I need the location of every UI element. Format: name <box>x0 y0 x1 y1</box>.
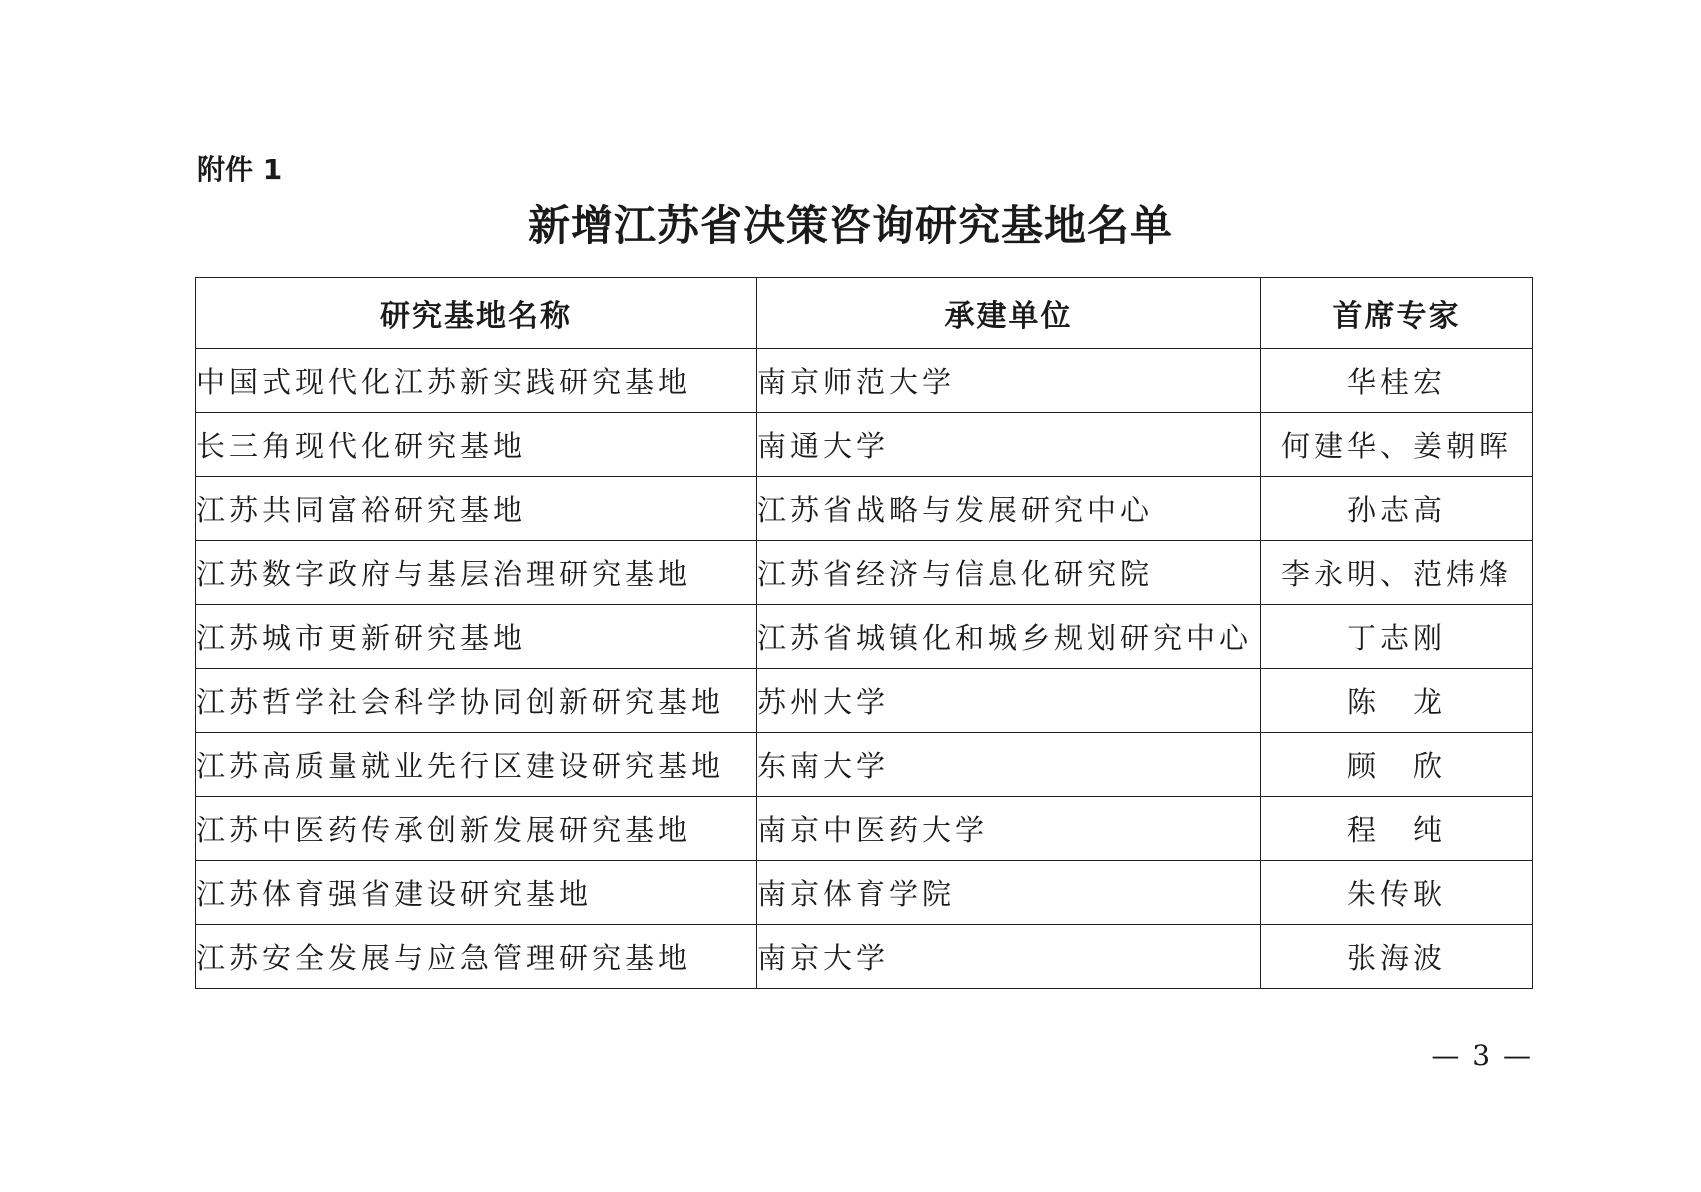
cell-base-name: 江苏体育强省建设研究基地 <box>196 861 757 925</box>
cell-base-name: 长三角现代化研究基地 <box>196 413 757 477</box>
cell-unit: 江苏省城镇化和城乡规划研究中心 <box>757 605 1261 669</box>
cell-base-name: 江苏安全发展与应急管理研究基地 <box>196 925 757 989</box>
cell-base-name: 江苏城市更新研究基地 <box>196 605 757 669</box>
table-row <box>196 349 1533 413</box>
cell-expert: 孙志高 <box>1261 477 1533 541</box>
header-chief-expert: 首席专家 <box>1261 278 1533 349</box>
table-row <box>196 861 1533 925</box>
cell-base-name: 中国式现代化江苏新实践研究基地 <box>196 349 757 413</box>
cell-expert: 华桂宏 <box>1261 349 1533 413</box>
header-base-name: 研究基地名称 <box>196 278 757 349</box>
cell-expert: 朱传耿 <box>1261 861 1533 925</box>
cell-unit: 东南大学 <box>757 733 1261 797</box>
cell-expert: 陈 龙 <box>1261 669 1533 733</box>
cell-unit: 南京体育学院 <box>757 861 1261 925</box>
table-row <box>196 541 1533 605</box>
research-base-table <box>195 277 1533 989</box>
table-header-row <box>196 278 1533 349</box>
cell-unit: 南京中医药大学 <box>757 797 1261 861</box>
cell-unit: 南京大学 <box>757 925 1261 989</box>
cell-unit: 南京师范大学 <box>757 349 1261 413</box>
cell-unit: 江苏省经济与信息化研究院 <box>757 541 1261 605</box>
cell-expert: 张海波 <box>1261 925 1533 989</box>
document-title: 新增江苏省决策咨询研究基地名单 <box>527 201 1173 250</box>
cell-base-name: 江苏数字政府与基层治理研究基地 <box>196 541 757 605</box>
table-row <box>196 477 1533 541</box>
cell-expert: 程 纯 <box>1261 797 1533 861</box>
table-row <box>196 413 1533 477</box>
table-row <box>196 733 1533 797</box>
cell-base-name: 江苏高质量就业先行区建设研究基地 <box>196 733 757 797</box>
table-row <box>196 605 1533 669</box>
cell-base-name: 江苏中医药传承创新发展研究基地 <box>196 797 757 861</box>
cell-base-name: 江苏共同富裕研究基地 <box>196 477 757 541</box>
attachment-label: 附件 1 <box>197 153 283 186</box>
page-number: — 3 — <box>1431 1039 1533 1072</box>
cell-expert: 顾 欣 <box>1261 733 1533 797</box>
cell-expert: 李永明、范炜烽 <box>1261 541 1533 605</box>
cell-unit: 江苏省战略与发展研究中心 <box>757 477 1261 541</box>
cell-base-name: 江苏哲学社会科学协同创新研究基地 <box>196 669 757 733</box>
cell-unit: 南通大学 <box>757 413 1261 477</box>
cell-expert: 何建华、姜朝晖 <box>1261 413 1533 477</box>
cell-unit: 苏州大学 <box>757 669 1261 733</box>
table-row <box>196 669 1533 733</box>
cell-expert: 丁志刚 <box>1261 605 1533 669</box>
header-unit: 承建单位 <box>757 278 1261 349</box>
table-row <box>196 925 1533 989</box>
table-row <box>196 797 1533 861</box>
